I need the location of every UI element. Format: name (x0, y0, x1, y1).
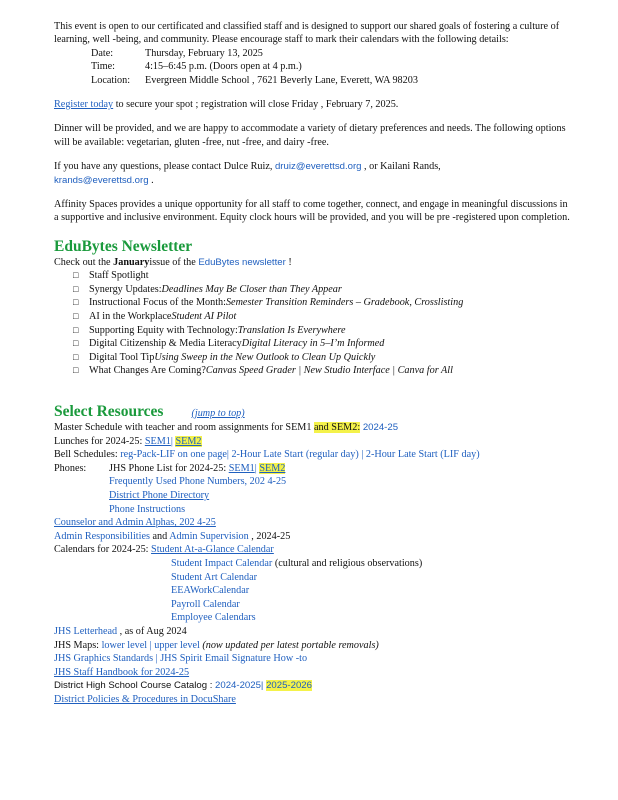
item-italic[interactable]: Translation Is Everywhere (237, 324, 346, 336)
maps-label: JHS Maps: (54, 639, 102, 651)
catalog-2024-link[interactable]: 2024-2025 (215, 680, 261, 692)
list-item (73, 324, 574, 338)
policies-row (54, 693, 574, 707)
item-italic[interactable]: Student AI Pilot (171, 311, 237, 323)
event-intro: This event is open to our certificated and classified staff and is designed to support our shared goals of fostering a culture of learning, well -being, and community. Please encourage staff to mark their calendars with the following details: (54, 21, 560, 46)
student-art-calendar-link[interactable]: Student Art Calendar (171, 571, 258, 583)
item-italic[interactable]: Semester Transition Reminders – Gradebook, Crosslisting (225, 297, 464, 309)
lunches-sem1-link[interactable]: SEM1 (144, 435, 171, 447)
phones-sep: | (254, 462, 260, 474)
staff-handbook-link[interactable]: JHS Staff Handbook for 2024-25 (54, 666, 190, 678)
maps-upper-level-link[interactable]: upper level (154, 639, 200, 651)
admin-year: , 2024-25 (248, 530, 291, 542)
date-label: Date: (91, 47, 114, 59)
bullet-box-icon (73, 352, 82, 362)
bullet-box-icon (73, 297, 82, 307)
graphics-standards-link[interactable]: JHS Graphics Standards (54, 653, 154, 665)
register-link[interactable]: Register today (54, 99, 114, 111)
phones-label: Phones: (54, 462, 87, 474)
catalog-sep: | (260, 680, 267, 692)
art-calendar-row (54, 571, 574, 585)
event-location-row (54, 74, 574, 87)
bullet-box-icon (73, 284, 82, 294)
bell-schedules-row (54, 448, 574, 462)
affinity-paragraph: Affinity Spaces provides a unique opportunity for all staff to come together, connect, and engage in meaningful discussions in a supportive and inclusive environment. Equity clock hours will be provided, and you will be pre -registered upon completion. (54, 199, 570, 224)
maps-lower-level-link[interactable]: lower level (101, 639, 148, 651)
item-text[interactable]: Instructional Focus of the Month: (89, 297, 226, 309)
item-text[interactable]: What Changes Are Coming? (89, 365, 206, 377)
impact-calendar-note: (cultural and religious observations) (272, 557, 423, 569)
edubytes-list (54, 269, 574, 378)
list-item (73, 269, 574, 283)
maps-note: (now updated per latest portable removals) (199, 639, 379, 651)
dinner-paragraph: Dinner will be provided, and we are happy to accommodate a variety of dietary preferences and needs. The following options will be available: vegetarian, gluten -free, nut -free, and dairy -free. (54, 123, 566, 148)
admin-responsibilities-link[interactable]: Admin Responsibilities (54, 530, 150, 542)
admin-supervision-link[interactable]: Admin Supervision (169, 530, 249, 542)
master-schedule-text[interactable]: Master Schedule with teacher and room assignments for SEM1 (54, 422, 315, 434)
admin-and: and (149, 530, 170, 542)
district-phone-directory-link[interactable]: District Phone Directory (109, 490, 210, 501)
phones-frequent-row (54, 475, 574, 489)
item-italic[interactable]: Using Sweep in the New Outlook to Clean Up Quickly (154, 351, 376, 363)
eea-work-calendar-link[interactable]: EEAWorkCalendar (171, 585, 250, 597)
item-text[interactable]: Digital Tool Tip (89, 351, 155, 363)
item-italic[interactable]: Deadlines May Be Closer than They Appear (161, 283, 342, 295)
payroll-calendar-link[interactable]: Payroll Calendar (171, 598, 240, 610)
list-item (73, 337, 574, 351)
contact-email-krands[interactable]: krands@everettsd.org (54, 174, 149, 186)
list-item (73, 296, 574, 310)
item-italic[interactable]: Canvas Speed Grader | New Studio Interface | Canva for All (205, 365, 453, 377)
employee-calendars-link[interactable]: Employee Calendars (171, 612, 256, 624)
calendars-row (54, 543, 574, 557)
contact-paragraph (54, 160, 574, 187)
student-impact-calendar-link[interactable]: Student Impact Calendar (171, 557, 273, 569)
phone-instructions-link[interactable]: Phone Instructions (109, 503, 186, 515)
item-italic[interactable]: Digital Literacy in 5–I’m Informed (241, 338, 385, 350)
edubytes-heading: EduBytes Newsletter (54, 237, 193, 255)
list-item (73, 283, 574, 297)
counselor-alphas-link[interactable]: Counselor and Admin Alphas, 202 4-25 (54, 517, 216, 529)
bullet-box-icon (73, 338, 82, 348)
phones-sem1-link[interactable]: SEM1 (228, 462, 255, 474)
master-schedule-sem2[interactable]: and SEM2: (314, 422, 361, 434)
graphics-row (54, 652, 574, 666)
frequent-phone-numbers-link[interactable]: Frequently Used Phone Numbers, 202 4-25 (109, 476, 287, 488)
location-label: Location: (91, 74, 131, 86)
lunches-row (54, 435, 574, 449)
bullet-box-icon (73, 365, 82, 375)
edubytes-intro-pre: Check out the (54, 256, 114, 268)
bullet-box-icon (73, 325, 82, 335)
graphics-sep: | (153, 653, 161, 665)
register-paragraph (54, 98, 574, 111)
letterhead-text: , as of Aug 2024 (117, 625, 187, 637)
phones-sem2-link[interactable]: SEM2 (259, 462, 286, 474)
contact-pre: If you have any questions, please contact Dulce Ruiz, (54, 161, 275, 173)
phones-district-row (54, 489, 574, 503)
jump-to-top-link[interactable]: (jump to top) (191, 408, 245, 420)
register-text: to secure your spot ; registration will close Friday , February 7, 2025. (113, 99, 399, 111)
edubytes-intro-mid: issue of the (149, 256, 199, 268)
item-text[interactable]: Staff Spotlight (89, 270, 149, 282)
event-date-row (54, 47, 574, 60)
student-at-a-glance-calendar-link[interactable]: Student At-a-Glance Calendar (151, 544, 274, 556)
bell-schedule-links[interactable]: reg-Pack-LIF on one page| 2-Hour Late Start (regular day) | 2-Hour Late Start (LIF day) (120, 449, 480, 461)
catalog-label: District High School Course Catalog : (54, 680, 216, 692)
payroll-calendar-row (54, 598, 574, 612)
phones-row (54, 462, 574, 476)
letterhead-link[interactable]: JHS Letterhead (54, 625, 118, 637)
bullet-box-icon (73, 270, 82, 280)
lunches-sem2-link[interactable]: SEM2 (175, 435, 202, 447)
list-item (73, 364, 574, 378)
employee-calendars-row (54, 611, 574, 625)
master-schedule-row (54, 421, 574, 435)
lunches-sep: | (170, 435, 176, 447)
resources-heading: Select Resources (54, 403, 164, 421)
contact-end: . (148, 174, 154, 186)
item-text[interactable]: Supporting Equity with Technology: (89, 324, 238, 336)
item-text[interactable]: Digital Citizenship & Media Literacy (89, 338, 242, 350)
item-text[interactable]: Synergy Updates: (89, 283, 162, 295)
item-text[interactable]: AI in the Workplace (89, 311, 172, 323)
resources-heading-row (54, 402, 574, 421)
handbook-row (54, 666, 574, 680)
catalog-row (54, 679, 574, 693)
location-value: Evergreen Middle School , 7621 Beverly Lane, Everett, WA 98203 (145, 74, 418, 86)
edubytes-intro-month: January (113, 256, 150, 268)
time-label: Time: (91, 61, 115, 73)
list-item (73, 351, 574, 365)
maps-sep: | (147, 639, 155, 651)
list-item (73, 310, 574, 324)
calendars-label: Calendars for 2024-25: (54, 544, 152, 556)
lunches-label: Lunches for 2024-25: (54, 435, 145, 447)
phones-instructions-row (54, 503, 574, 517)
bell-label: Bell Schedules: (54, 449, 121, 461)
document-page (54, 20, 574, 707)
admin-row (54, 530, 574, 544)
date-value: Thursday, February 13, 2025 (145, 47, 263, 59)
district-policies-link[interactable]: District Policies & Procedures in DocuShare (54, 693, 236, 705)
contact-mid: , or Kailani Rands, (361, 161, 441, 173)
eea-calendar-row (54, 584, 574, 598)
impact-calendar-row (54, 557, 574, 571)
letterhead-row (54, 625, 574, 639)
counselor-row (54, 516, 574, 530)
email-signature-link[interactable]: JHS Spirit Email Signature How -to (160, 653, 308, 665)
edubytes-intro (54, 256, 574, 269)
edubytes-intro-end: ! (285, 256, 292, 268)
edubytes-newsletter-link[interactable]: EduBytes newsletter (198, 256, 286, 268)
maps-row (54, 639, 574, 653)
event-time-row (54, 60, 574, 73)
bullet-box-icon (73, 311, 82, 321)
phones-list-label: JHS Phone List for 2024-25: (109, 462, 229, 474)
master-schedule-year-link[interactable]: 2024-25 (360, 422, 399, 434)
time-value: 4:15–6:45 p.m. (Doors open at 4 p.m.) (145, 61, 302, 73)
catalog-2025-link[interactable]: 2025-2026 (266, 680, 312, 692)
contact-email-druiz[interactable]: druiz@everettsd.org (274, 161, 362, 173)
